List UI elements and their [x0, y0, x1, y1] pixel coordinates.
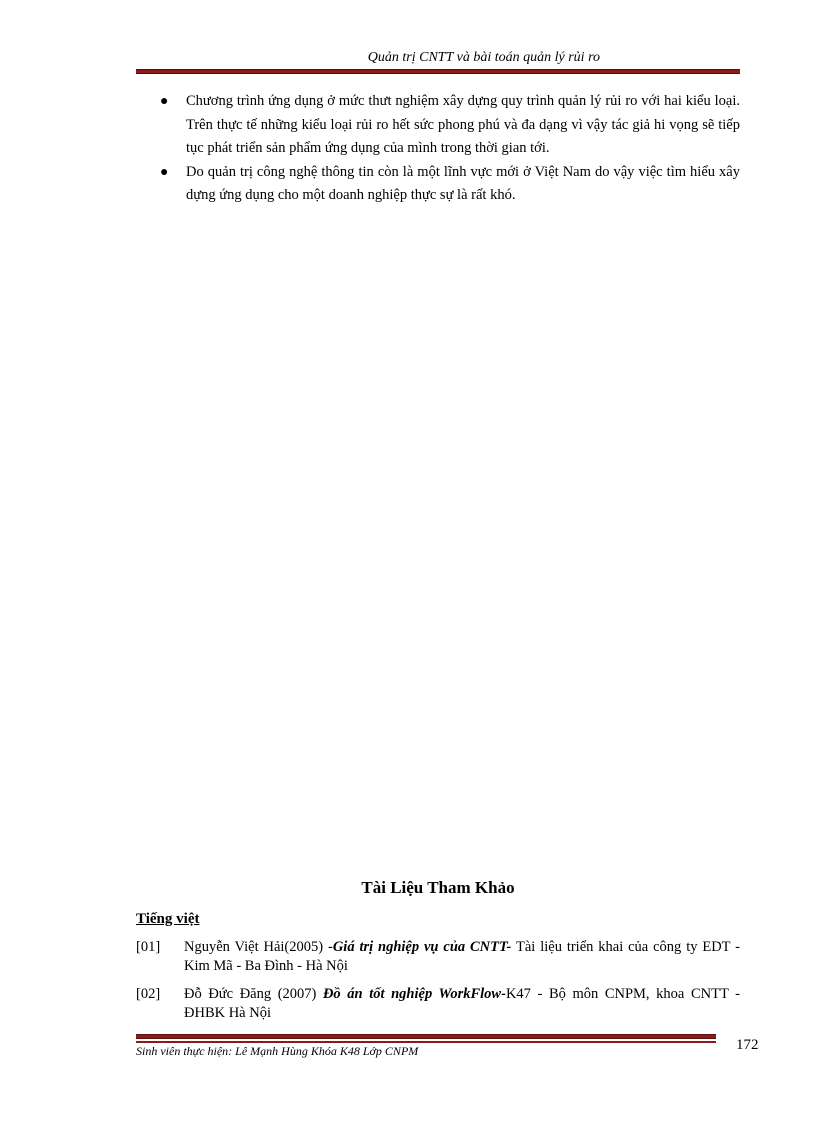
reference-title: Giá trị nghiệp vụ của CNTT- — [332, 939, 512, 955]
footer-rule-thin — [136, 1041, 716, 1043]
references-title: Tài Liệu Tham Khảo — [361, 878, 515, 897]
reference-publisher: K47 - Bộ môn CNPM, khoa CNTT - ĐHBK Hà Nội — [184, 986, 740, 1021]
list-item — [140, 161, 740, 208]
header-title: Quản trị CNTT và bài toán quản lý rủi ro — [367, 50, 600, 65]
reference-author: Đỗ Đức Đăng (2007) — [184, 986, 323, 1002]
bullet-icon: ● — [160, 164, 169, 180]
references-section-heading: Tiếng việt — [136, 911, 200, 927]
footer-text: Sinh viên thực hiện: Lê Mạnh Hùng Khóa K48 Lớp CNPM — [136, 1044, 419, 1058]
bullet-text: Chương trình ứng dụng ở mức thưt nghiệm xây dựng quy trình quản lý rủi ro với hai kiểu loại. Trên thực tế những kiểu loại rủi ro hết sức phong phú và đa dạng vì vậy tác giả hi vọng sẽ tiếp tục phát triển sản phẩm ứng dụng của mình trong thời gian tới. — [186, 93, 740, 156]
page-number: 172 — [736, 1037, 759, 1053]
bullet-icon: ● — [160, 94, 169, 109]
reference-item — [136, 985, 740, 1023]
reference-item — [136, 938, 740, 976]
reference-title: Đồ án tốt nghiệp WorkFlow- — [322, 986, 506, 1002]
reference-number: [02] — [136, 986, 161, 1002]
header-rule — [136, 69, 740, 74]
bullet-list — [140, 90, 740, 208]
reference-publisher: Tài liệu triển khai của công ty EDT - Kim Mã - Ba Đình - Hà Nội — [184, 939, 740, 974]
footer-rule — [136, 1034, 716, 1039]
reference-body — [184, 938, 740, 976]
list-item — [140, 90, 740, 161]
bullet-text: Do quản trị công nghệ thông tin còn là một lĩnh vực mới ở Việt Nam do vậy việc tìm hiểu xây dựng ứng dụng cho một doanh nghiệp thực sự là rất khó. — [186, 163, 740, 203]
reference-body — [184, 985, 740, 1023]
reference-author: Nguyễn Việt Hải(2005) - — [184, 939, 333, 955]
reference-number: [01] — [136, 939, 161, 955]
